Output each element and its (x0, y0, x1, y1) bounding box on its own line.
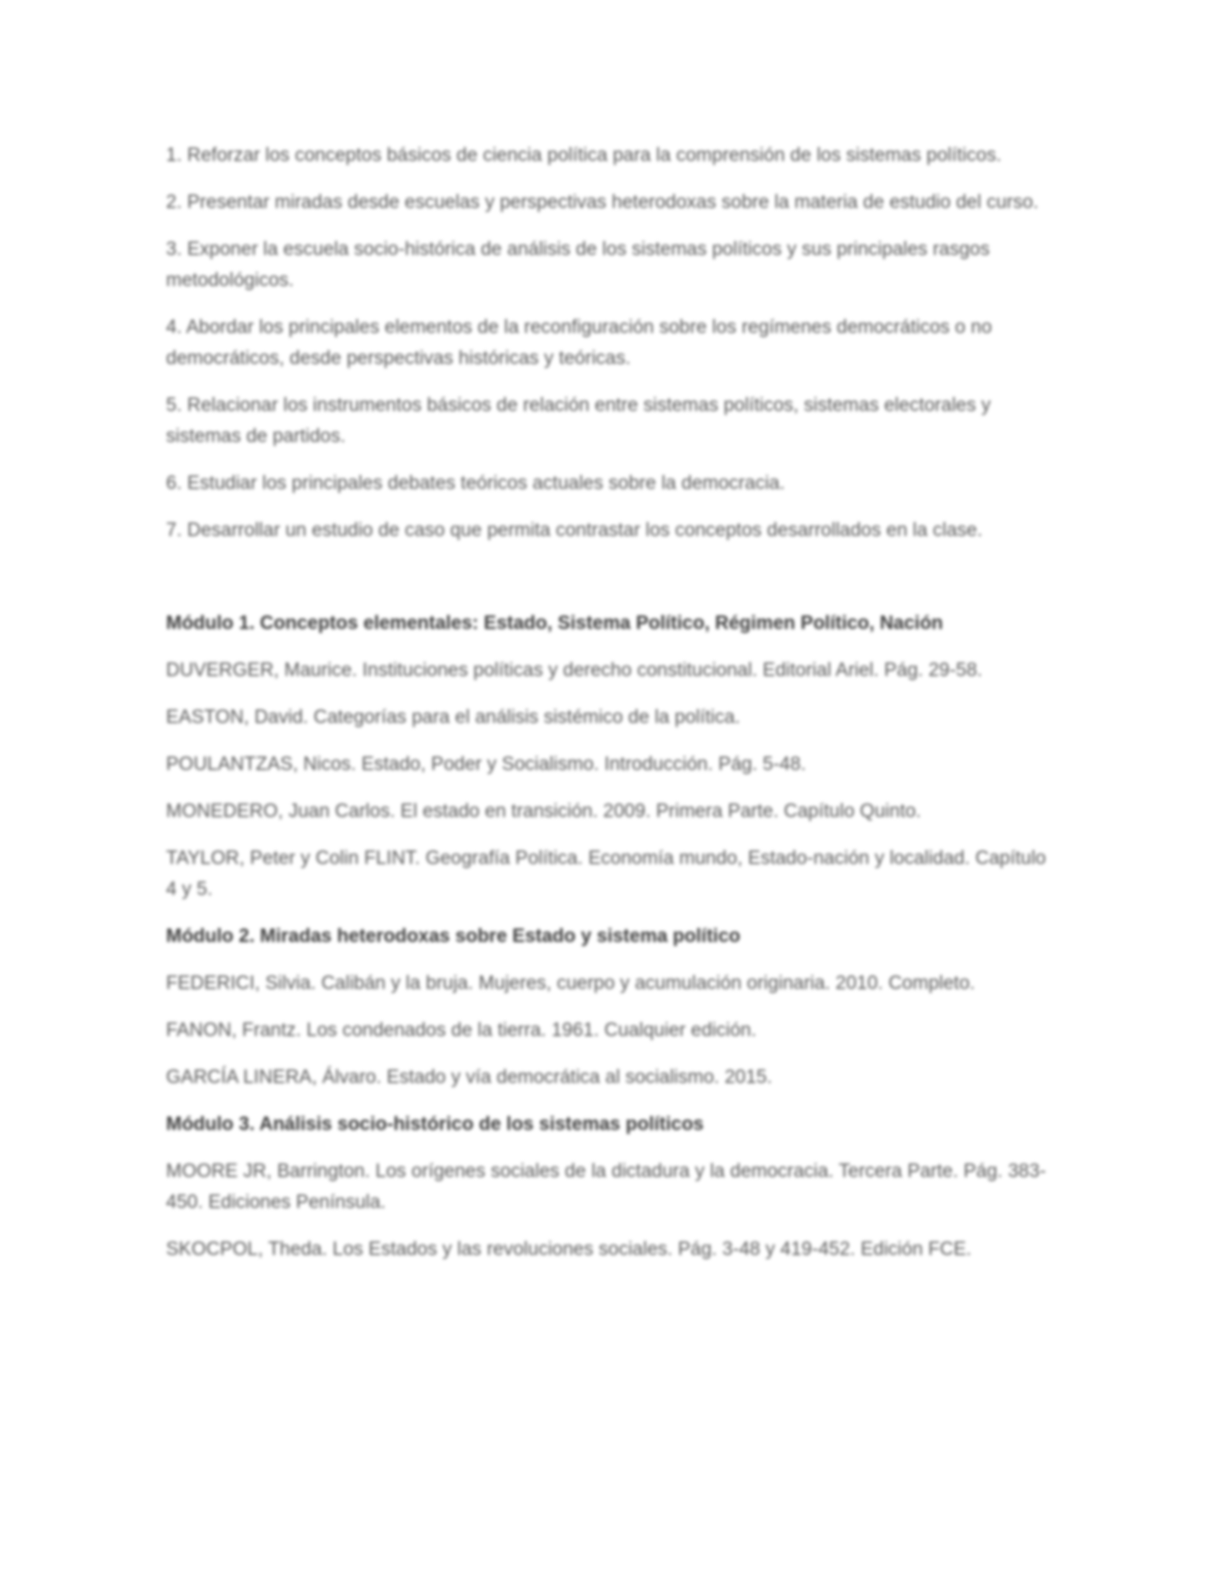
reference-item: GARCÍA LINERA, Álvaro. Estado y vía democrática al socialismo. 2015. (166, 1067, 773, 1088)
objective-item: 7. Desarrollar un estudio de caso que permita contrastar los conceptos desarrollados en la clase. (166, 520, 983, 541)
document-page (166, 140, 1046, 1281)
module-heading: Módulo 1. Conceptos elementales: Estado, Sistema Político, Régimen Político, Nación (166, 613, 944, 634)
module-heading: Módulo 3. Análisis socio-histórico de los sistemas políticos (166, 1114, 704, 1135)
objective-item: 1. Reforzar los conceptos básicos de ciencia política para la comprensión de los sistemas políticos. (166, 145, 1002, 166)
objective-item: 5. Relacionar los instrumentos básicos de relación entre sistemas políticos, sistemas electorales y sistemas de partidos. (166, 395, 991, 447)
reference-item: MOORE JR, Barrington. Los orígenes sociales de la dictadura y la democracia. Tercera Parte. Pág. 383-450. Ediciones Península. (166, 1161, 1046, 1213)
objective-item: 2. Presentar miradas desde escuelas y perspectivas heterodoxas sobre la materia de estudio del curso. (166, 192, 1039, 213)
reference-item: DUVERGER, Maurice. Instituciones políticas y derecho constitucional. Editorial Ariel. Pág. 29-58. (166, 660, 983, 681)
objective-item: 4. Abordar los principales elementos de la reconfiguración sobre los regímenes democráticos o no democráticos, desde perspectivas históricas y teóricas. (166, 317, 992, 369)
reference-item: FEDERICI, Silvia. Calibán y la bruja. Mujeres, cuerpo y acumulación originaria. 2010. Completo. (166, 973, 975, 994)
reference-item: POULANTZAS, Nicos. Estado, Poder y Socialismo. Introducción. Pág. 5-48. (166, 754, 806, 775)
reference-item: MONEDERO, Juan Carlos. El estado en transición. 2009. Primera Parte. Capítulo Quinto. (166, 801, 922, 822)
objective-item: 3. Exponer la escuela socio-histórica de análisis de los sistemas políticos y sus principales rasgos metodológicos. (166, 239, 990, 291)
reference-item: TAYLOR, Peter y Colin FLINT. Geografía Política. Economía mundo, Estado-nación y localidad. Capítulo 4 y 5. (166, 848, 1046, 900)
module-1 (166, 608, 1046, 905)
module-heading: Módulo 2. Miradas heterodoxas sobre Estado y sistema político (166, 926, 741, 947)
module-2 (166, 921, 1046, 1093)
reference-item: FANON, Frantz. Los condenados de la tierra. 1961. Cualquier edición. (166, 1020, 757, 1041)
reference-item: SKOCPOL, Theda. Los Estados y las revoluciones sociales. Pág. 3-48 y 419-452. Edición FCE. (166, 1239, 972, 1260)
module-3 (166, 1109, 1046, 1265)
reference-item: EASTON, David. Categorías para el análisis sistémico de la política. (166, 707, 741, 728)
section-spacer (166, 562, 1046, 608)
objective-item: 6. Estudiar los principales debates teóricos actuales sobre la democracia. (166, 473, 785, 494)
objectives-list (166, 140, 1046, 546)
